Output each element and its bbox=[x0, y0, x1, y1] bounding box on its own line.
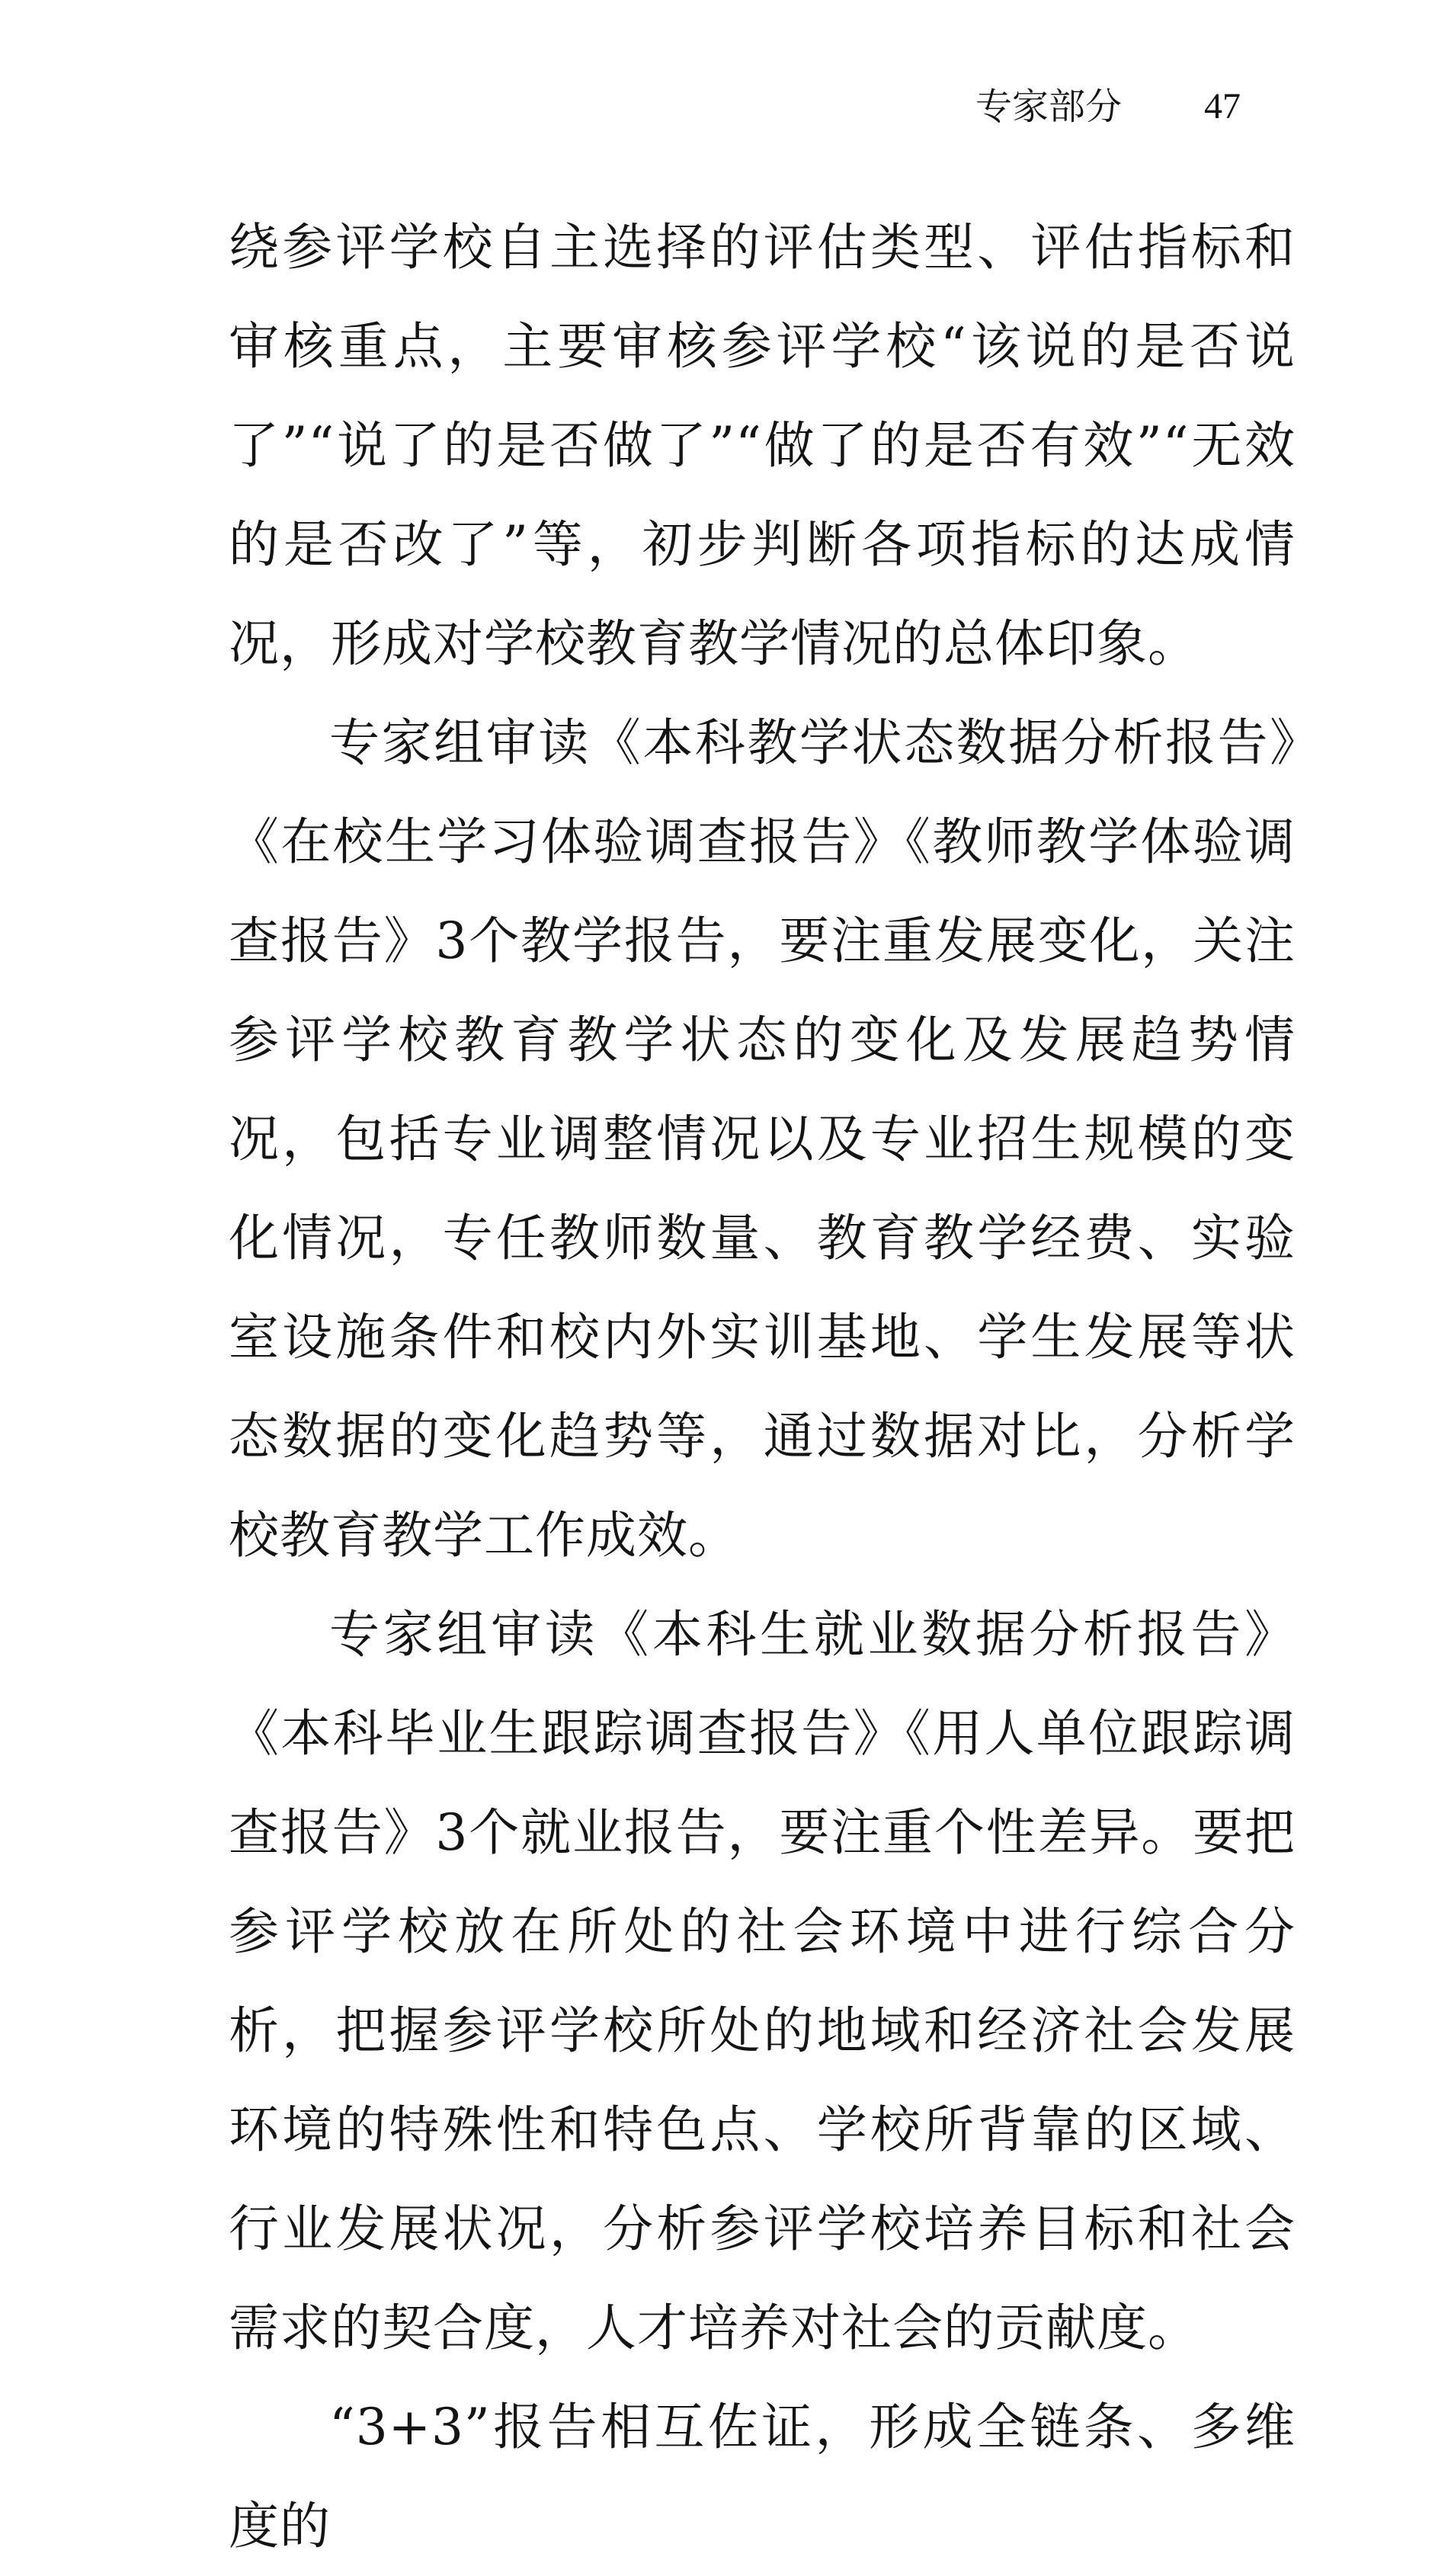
paragraph-teaching-reports: 专家组审读《本科教学状态数据分析报告》《在校生学习体验调查报告》《教师教学体验调查报告》3个教学报告，要注重发展变化，关注参评学校教育教学状态的变化及发展趋势情况，包括专业调整情况以及专业招生规模的变化情况，专任教师数量、教育教学经费、实验室设施条件和校内外实训基地、学生发展等状态数据的变化趋势等，通过数据对比，分析学校教育教学工作成效。 bbox=[229, 713, 1296, 1565]
page-number: 47 bbox=[1204, 86, 1241, 127]
paragraph-cross-verification: “3+3”报告相互佐证，形成全链条、多维度的 bbox=[229, 2398, 1296, 2555]
body-text bbox=[229, 198, 1296, 2576]
paragraph-employment-reports: 专家组审读《本科生就业数据分析报告》《本科毕业生跟踪调查报告》《用人单位跟踪调查报告》3个就业报告，要注重个性差异。要把参评学校放在所处的社会环境中进行综合分析，把握参评学校所处的地域和经济社会发展环境的特殊性和特色点、学校所背靠的区域、行业发展状况，分析参评学校培养目标和社会需求的契合度，人才培养对社会的贡献度。 bbox=[229, 1605, 1296, 2357]
paragraph-continuation: 绕参评学校自主选择的评估类型、评估指标和审核重点，主要审核参评学校“该说的是否说了”“说了的是否做了”“做了的是否有效”“无效的是否改了”等，初步判断各项指标的达成情况，形成对学校教育教学情况的总体印象。 bbox=[229, 218, 1296, 673]
section-title: 专家部分 bbox=[975, 85, 1123, 128]
running-header bbox=[945, 84, 1280, 130]
